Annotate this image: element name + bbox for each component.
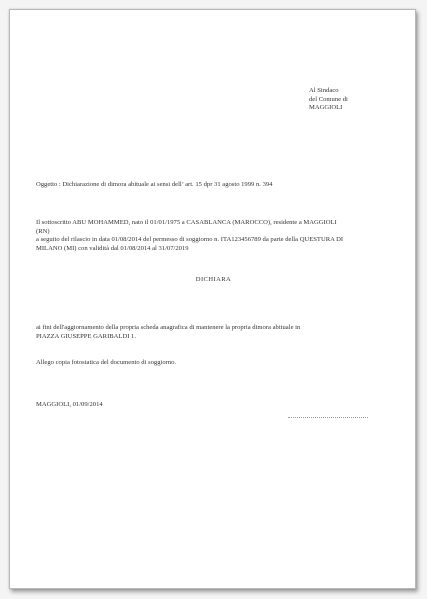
purpose-paragraph [36,324,381,341]
signature-line [288,417,368,418]
recipient-address [309,87,348,113]
purpose-line-1: ai fini dell'aggiornamento della propria scheda anagrafica di mantenere la propria dimora abituale in [36,324,301,331]
subject-line: Oggetto : Dichiarazione di dimora abituale ai sensi dell’ art. 15 dpr 31 agosto 1999 n. 394 [36,181,273,188]
declarant-line-2: (RN) [36,227,50,235]
declaration-heading: DICHIARA [195,276,232,283]
attachment-note: Allego copia fotostatica del documento di soggiorno. [36,359,177,366]
declarant-line-4: MILANO (MI) con validità dal 01/08/2014 al 31/07/2019 [36,244,189,252]
recipient-line-2: del Comune di [309,95,348,103]
place-and-date: MAGGIOLI, 01/09/2014 [36,401,103,408]
declarant-line-1: Il sottoscritto ABU MOHAMMED, nato il 01/01/1975 a CASABLANCA (MAROCCO), residente a MAGGIOLI [36,219,337,226]
declarant-paragraph [36,219,381,253]
purpose-line-2: PIAZZA GIUSEPPE GARIBALDI 1. [36,332,137,340]
document-page [9,9,416,589]
recipient-line-3: MAGGIOLI [309,104,343,112]
recipient-line-1: Al Sindaco [309,87,339,94]
declarant-line-3: a seguito del rilascio in data 01/08/2014 del permesso di soggiorno n. ITA123456789 da parte della QUESTURA DI [36,236,344,244]
